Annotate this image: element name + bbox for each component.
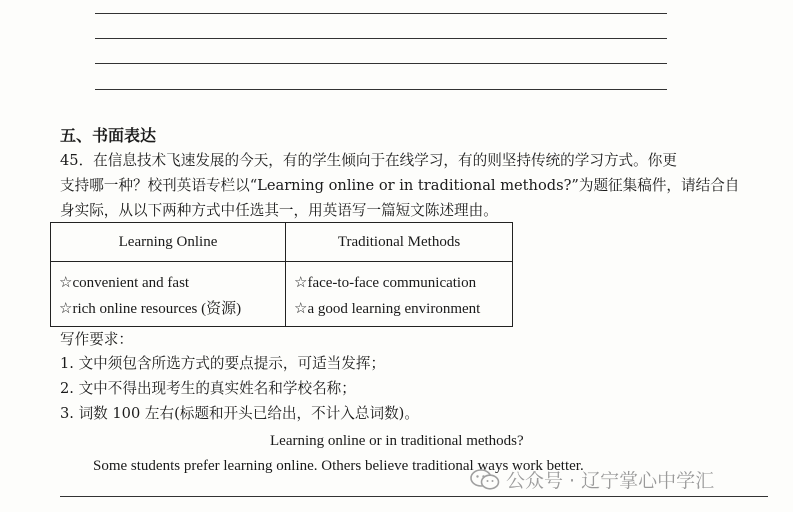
- writing-line: [60, 496, 768, 497]
- traditional-point: ☆face-to-face communication: [294, 275, 477, 291]
- table-header-row: [51, 223, 513, 262]
- answer-line: [95, 89, 667, 90]
- answer-line: [95, 38, 667, 39]
- requirements-title: 写作要求：: [60, 331, 133, 348]
- section-heading: 五、书面表达: [60, 126, 157, 145]
- essay-opening: Some students prefer learning online. Others believe traditional ways work better.: [93, 458, 584, 474]
- answer-line: [95, 63, 667, 64]
- watermark: [470, 466, 714, 493]
- table-row: [51, 262, 513, 327]
- essay-title: Learning online or in traditional methods?: [270, 433, 524, 449]
- traditional-point: ☆a good learning environment: [294, 301, 481, 317]
- online-points-cell: [51, 262, 286, 327]
- online-point: ☆convenient and fast: [59, 275, 190, 291]
- online-point: ☆rich online resources (资源): [59, 301, 242, 317]
- question-line-1: 45．在信息技术飞速发展的今天，有的学生倾向于在线学习，有的则坚持传统的学习方式。你更: [60, 152, 677, 169]
- wechat-icon: [470, 469, 500, 491]
- question-line-2: 支持哪一种？校刊英语专栏以“Learning online or in traditional methods?”为题征集稿件，请结合自: [60, 177, 740, 194]
- header-learning-online: Learning Online: [51, 223, 286, 262]
- traditional-points-cell: [286, 262, 513, 327]
- requirement-item: 1. 文中须包含所选方式的要点提示，可适当发挥；: [60, 355, 386, 372]
- requirement-item: 2. 文中不得出现考生的真实姓名和学校名称；: [60, 380, 356, 397]
- answer-line: [95, 13, 667, 14]
- question-line-3: 身实际，从以下两种方式中任选其一，用英语写一篇短文陈述理由。: [60, 202, 498, 219]
- options-table: [50, 222, 513, 327]
- header-traditional-methods: Traditional Methods: [286, 223, 513, 262]
- watermark-text: 公众号 · 辽宁掌心中学汇: [506, 470, 715, 492]
- requirement-item: 3. 词数 100 左右(标题和开头已给出，不计入总词数)。: [60, 405, 419, 422]
